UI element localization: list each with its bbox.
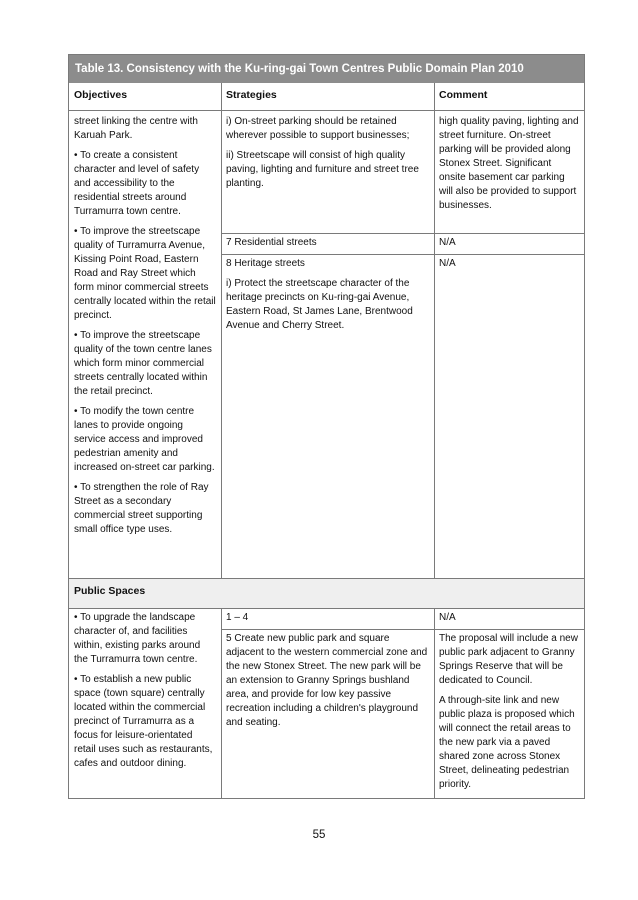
comment-text: The proposal will include a new public park adjacent to Granny Springs Reserve that will be dedicated to Council. — [439, 633, 578, 686]
page-number: 55 — [312, 829, 326, 841]
comment-cell — [434, 234, 584, 254]
strategy-text: ii) Streetscape will consist of high quality paving, lighting and furniture and street tree planting. — [226, 150, 419, 189]
section-header-public-spaces: Public Spaces — [69, 579, 584, 608]
comment-text: high quality paving, lighting and street furniture. On-street parking will be provided along Stonex Street. Significant onsite basement car parking will also be provided to support businesses. — [439, 116, 579, 211]
strategy-cell — [221, 609, 434, 629]
objective-item: • To strengthen the role of Ray Street as a secondary commercial street supporting small office type uses. — [74, 482, 209, 535]
objectives-cell-1 — [69, 113, 221, 575]
strategy-cell — [221, 255, 434, 575]
strategy-cell — [221, 113, 434, 233]
header-strategies: Strategies — [226, 89, 277, 101]
comment-text: A through-site link and new public plaza is proposed which will connect the retail areas to the new park via a paved shared zone across Stonex Street, delineating pedestrian priority. — [439, 695, 575, 790]
header-objectives: Objectives — [74, 89, 128, 101]
comment-text: N/A — [439, 237, 456, 248]
objective-item: • To create a consistent character and level of safety and accessibility to the residential streets around Turramurra town centre. — [74, 150, 200, 217]
strategy-cell — [221, 630, 434, 797]
comment-text: N/A — [439, 612, 456, 623]
consistency-table — [68, 54, 585, 799]
objective-item: • To upgrade the landscape character of, and facilities within, existing parks around the Turramurra town centre. — [74, 612, 201, 665]
objective-item: • To modify the town centre lanes to provide ongoing service access and improved pedestrian amenity and increased on-street car parking. — [74, 406, 215, 473]
comment-cell — [434, 255, 584, 575]
comment-cell — [434, 609, 584, 629]
objective-item: • To improve the streetscape quality of Turramurra Avenue, Kissing Point Road, Eastern Road and Ray Street which form minor commercial streets centrally located within the retail precinct. — [74, 226, 216, 321]
strategy-text: 5 Create new public park and square adjacent to the western commercial zone and the new Stonex Street. The new park will be an extension to Granny Springs bushland area, and provide for low key passive recreation including a children's playground and seating. — [226, 633, 428, 728]
strategy-text: i) On-street parking should be retained wherever possible to support businesses; — [226, 116, 410, 141]
comment-text: N/A — [439, 258, 456, 269]
strategy-text: 7 Residential streets — [226, 237, 317, 248]
strategy-cell — [221, 234, 434, 254]
comment-cell — [434, 113, 584, 233]
strategy-text: 1 – 4 — [226, 612, 249, 623]
objective-item: street linking the centre with Karuah Park. — [74, 116, 198, 141]
objective-item: • To establish a new public space (town square) centrally located within the commercial precinct of Turramurra as a focus for leisure-orientated retail uses such as restaurants, cafes and outdoor dining. — [74, 674, 213, 769]
table-title: Table 13. Consistency with the Ku-ring-gai Town Centres Public Domain Plan 2010 — [69, 55, 584, 83]
objectives-cell-2 — [69, 609, 221, 797]
strategy-text: i) Protect the streetscape character of the heritage precincts on Ku-ring-gai Avenue, Eastern Road, St James Lane, Brentwood Avenue and Cherry Street. — [226, 278, 413, 331]
comment-cell — [434, 630, 584, 797]
strategy-text: 8 Heritage streets — [226, 258, 305, 269]
header-comment: Comment — [439, 89, 488, 101]
objective-item: • To improve the streetscape quality of the town centre lanes which form minor commercial streets centrally located within the retail precinct. — [74, 330, 212, 397]
